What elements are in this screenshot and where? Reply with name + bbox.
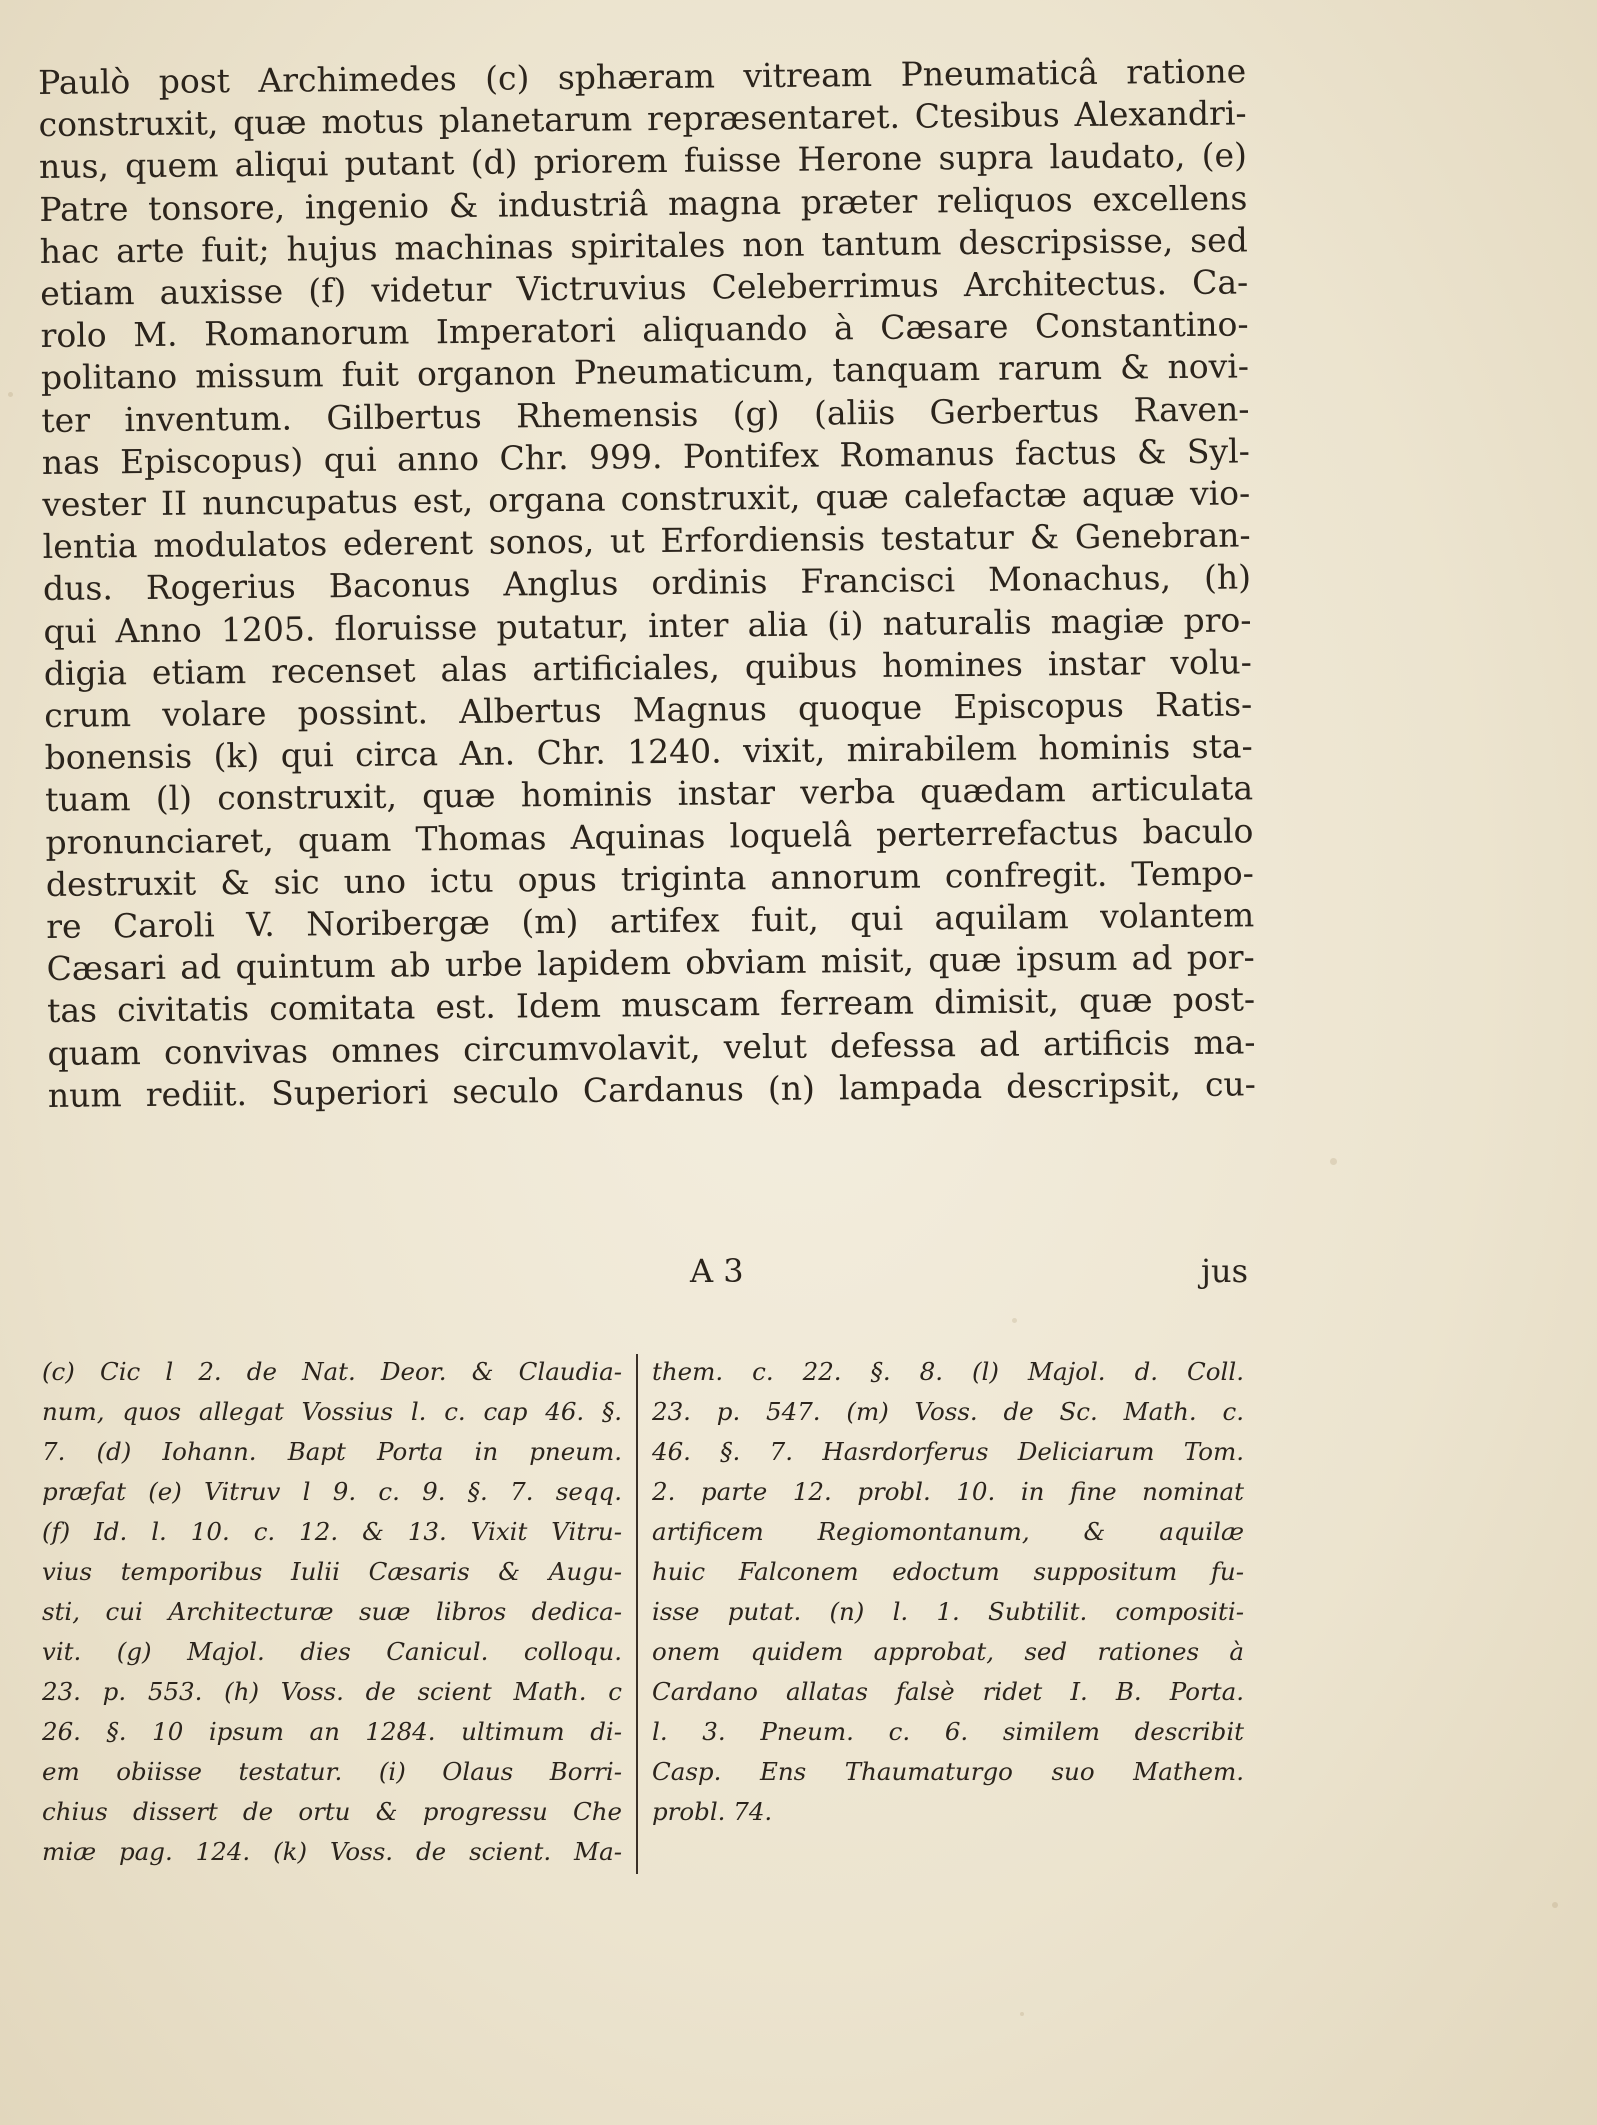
- text-line: rolo M. Romanorum Imperatori aliquando à Cæsare Constantino-: [40, 304, 1249, 356]
- signature-mark: A 3: [690, 1252, 744, 1290]
- text-line: Patre tonsore, ingenio & industriâ magna præter reliquos excellens: [39, 178, 1248, 229]
- footnote-line: 7. (d) Iohann. Bapt Porta in pneum.: [42, 1437, 622, 1466]
- text-line: nas Episcopus) qui anno Chr. 999. Pontifex Romanus factus & Syl-: [41, 431, 1250, 482]
- paper-stain: [1020, 2012, 1024, 2016]
- footnote-line: huic Falconem edoctum suppositum fu-: [652, 1557, 1244, 1586]
- footnote-line: l. 3. Pneum. c. 6. similem describit: [652, 1717, 1244, 1746]
- footnote-line: probl. 74.: [652, 1797, 773, 1826]
- footnote-line: Cardano allatas falsè ridet I. B. Porta.: [652, 1677, 1244, 1706]
- text-line: lentia modulatos ederent sonos, ut Erfordiensis testatur & Genebran-: [42, 515, 1251, 567]
- text-line: nus, quem aliqui putant (d) priorem fuisse Herone supra laudato, (e): [38, 135, 1248, 187]
- footnote-line: vit. (g) Majol. dies Canicul. colloqu.: [42, 1637, 622, 1666]
- footnote-line: num, quos allegat Vossius l. c. cap 46. §.: [42, 1397, 622, 1426]
- text-line: politano missum fuit organon Pneumaticum, tanquam rarum & novi-: [40, 346, 1250, 398]
- text-line: qui Anno 1205. floruisse putatur, inter alia (i) naturalis magiæ pro-: [43, 600, 1252, 651]
- footnote-line: isse putat. (n) l. 1. Subtilit. compositi-: [652, 1597, 1244, 1626]
- text-line: bonensis (k) qui circa An. Chr. 1240. vixit, mirabilem hominis sta-: [44, 726, 1253, 778]
- footnote-line: em obiisse testatur. (i) Olaus Borri-: [42, 1757, 622, 1786]
- text-line: Cæsari ad quintum ab urbe lapidem obviam misit, quæ ipsum ad por-: [46, 937, 1255, 989]
- footnotes-right-column: [652, 1352, 1244, 1832]
- footnote-line: 23. p. 547. (m) Voss. de Sc. Math. c.: [652, 1397, 1244, 1426]
- text-line: destruxit & sic uno ictu opus triginta annorum confregit. Tempo-: [45, 853, 1255, 904]
- column-divider: [636, 1354, 638, 1874]
- footnote-line: sti, cui Architecturæ suæ libros dedica-: [42, 1597, 622, 1626]
- text-line: tas civitatis comitata est. Idem muscam ferream dimisit, quæ post-: [46, 979, 1256, 1031]
- footnote-line: præfat (e) Vitruv l 9. c. 9. §. 7. seqq.: [42, 1477, 622, 1506]
- footnote-line: onem quidem approbat, sed rationes à: [652, 1637, 1244, 1666]
- text-line: construxit, quæ motus planetarum repræsentaret. Ctesibus Alexandri-: [38, 93, 1247, 145]
- paper-stain: [1552, 1902, 1558, 1908]
- footnote-line: 26. §. 10 ipsum an 1284. ultimum di-: [42, 1717, 622, 1746]
- text-line: hac arte fuit; hujus machinas spiritales non tantum descripsisse, sed: [39, 220, 1248, 271]
- text-line: etiam auxisse (f) videtur Victruvius Celeberrimus Architectus. Ca-: [40, 262, 1249, 314]
- catchword: jus: [1201, 1252, 1248, 1290]
- paper-stain: [1330, 1158, 1337, 1165]
- main-text-block: [38, 50, 1256, 1117]
- footnote-line: miæ pag. 124. (k) Voss. de scient. Ma-: [42, 1837, 622, 1866]
- text-line: Paulò post Archimedes (c) sphæram vitream Pneumaticâ ratione: [38, 51, 1247, 102]
- footnotes: [42, 1352, 1242, 1872]
- text-line: num rediit. Superiori seculo Cardanus (n) lampada descripsit, cu-: [47, 1064, 1257, 1115]
- footnote-line: 46. §. 7. Hasrdorferus Deliciarum Tom.: [652, 1437, 1244, 1466]
- footnote-line: them. c. 22. §. 8. (l) Majol. d. Coll.: [652, 1357, 1244, 1386]
- text-line: crum volare possint. Albertus Magnus quoque Episcopus Ratis-: [44, 684, 1253, 736]
- text-line: digia etiam recenset alas artificiales, quibus homines instar volu-: [43, 642, 1252, 693]
- page-footer-line: [40, 1252, 1248, 1300]
- text-line: quam convivas omnes circumvolavit, velut defessa ad artificis ma-: [47, 1022, 1256, 1073]
- text-line: re Caroli V. Noribergæ (m) artifex fuit, qui aquilam volantem: [46, 895, 1255, 947]
- text-line: pronunciaret, quam Thomas Aquinas loquelâ perterrefactus baculo: [45, 811, 1254, 862]
- text-line: vester II nuncupatus est, organa construxit, quæ calefactæ aquæ vio-: [42, 473, 1251, 525]
- text-line: ter inventum. Gilbertus Rhemensis (g) (aliis Gerbertus Raven-: [41, 389, 1250, 440]
- footnote-line: vius temporibus Iulii Cæsaris & Augu-: [42, 1557, 622, 1586]
- paper-stain: [8, 392, 13, 397]
- footnote-line: artificem Regiomontanum, & aquilæ: [652, 1517, 1244, 1546]
- footnote-line: 23. p. 553. (h) Voss. de scient Math. c: [42, 1677, 622, 1706]
- footnote-line: (f) Id. l. 10. c. 12. & 13. Vixit Vitru-: [42, 1517, 622, 1546]
- footnotes-left-column: [42, 1352, 622, 1872]
- footnote-line: 2. parte 12. probl. 10. in fine nominat: [652, 1477, 1244, 1506]
- text-line: tuam (l) construxit, quæ hominis instar verba quædam articulata: [44, 768, 1254, 820]
- text-line: dus. Rogerius Baconus Anglus ordinis Francisci Monachus, (h): [42, 557, 1252, 609]
- footnote-line: Casp. Ens Thaumaturgo suo Mathem.: [652, 1757, 1244, 1786]
- paper-stain: [1012, 1318, 1017, 1323]
- footnote-line: (c) Cic l 2. de Nat. Deor. & Claudia-: [42, 1357, 622, 1386]
- footnote-line: chius dissert de ortu & progressu Che: [42, 1797, 622, 1826]
